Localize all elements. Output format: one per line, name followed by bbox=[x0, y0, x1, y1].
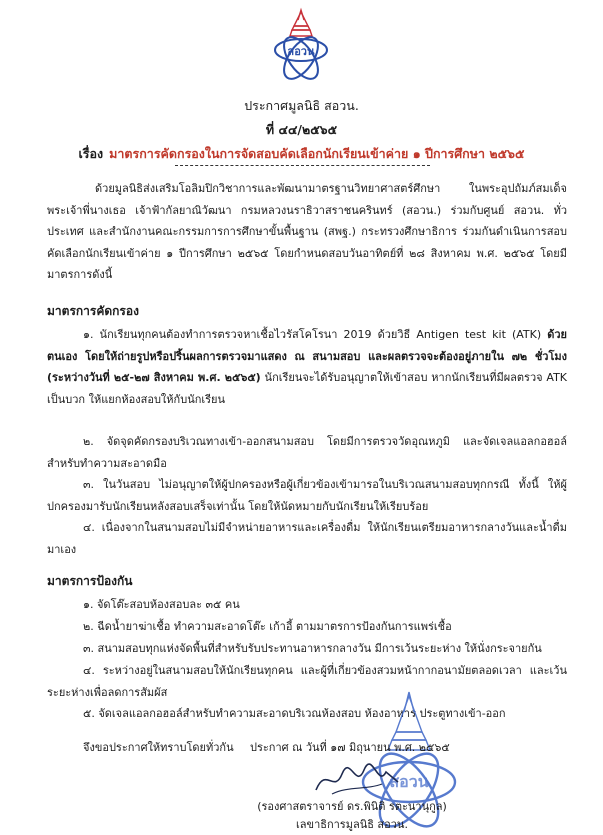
sorwon-logo bbox=[270, 6, 332, 86]
signatory-name: (รองศาสตราจารย์ ดร.พินิติ รตะนานุกูล) bbox=[257, 800, 447, 813]
screening-item-1-end: นักเรียนจะได้รับอนุญาตให้เข้าสอบ หากนักเรียนที่มีผลตรวจ ATK เป็นบวก ให้แยกห้องสอบให้กับนักเรียน bbox=[47, 371, 568, 406]
prevention-item-5: ๕. จัดเจลแอลกอฮอล์สำหรับทำความสะอาดบริเวณห้องสอบ ห้องอาหาร ประตูทางเข้า-ออก bbox=[83, 707, 506, 720]
subject-line bbox=[0, 144, 603, 164]
signatory-position: เลขาธิการมูลนิธิ สอวน. bbox=[296, 818, 408, 831]
screening-item-3: ๓. ในวันสอบ ไม่อนุญาตให้ผู้ปกครองหรือผู้เกี่ยวข้องเข้ามารอในบริเวณสนามสอบทุกกรณี ทั้งนี้ ให้ผู้ปกครองมารับนักเรียนหลังสอบเสร็จเท่านั้น โดยให้นัดหมายกับนักเรียนให้เรียบร้อย bbox=[47, 478, 567, 513]
announcement-org-title: ประกาศมูลนิธิ สอวน. bbox=[244, 98, 359, 113]
screening-item-2: ๒. จัดจุดคัดกรองบริเวณทางเข้า-ออกสนามสอบ โดยมีการตรวจวัดอุณหภูมิ และจัดเจลแอลกอฮอล์สำหรับทำความสะอาดมือ bbox=[47, 435, 567, 470]
screening-item-1-start: ๑. นักเรียนทุกคนต้องทำการตรวจหาเชื้อไวรัสโคโรนา 2019 ด้วยวิธี Antigen test kit (ATK) bbox=[83, 328, 548, 341]
screening-item-1 bbox=[47, 324, 567, 410]
announcement-date: ประกาศ ณ วันที่ ๑๗ มิถุนายน พ.ศ. ๒๕๖๕ bbox=[250, 741, 450, 754]
subject-text: มาตรการคัดกรองในการจัดสอบคัดเลือกนักเรียนเข้าค่าย ๑ ปีการศึกษา ๒๕๖๕ bbox=[109, 146, 525, 161]
intro-paragraph: ด้วยมูลนิธิส่งเสริมโอลิมปิกวิชาการและพัฒนามาตรฐานวิทยาศาสตร์ศึกษา ในพระอุปถัมภ์สมเด็จพระเจ้าพี่นางเธอ เจ้าฟ้ากัลยาณิวัฒนา กรมหลวงนราธิวาสราชนครินทร์ (สอวน.) ร่วมกับศูนย์ สอวน. ทั่วประเทศ และสำนักงานคณะกรรมการการศึกษาขั้นพื้นฐาน (สพฐ.) กระทรวงศึกษาธิการ ร่วมกันดำเนินการสอบคัดเลือกนักเรียนเข้าค่าย ๑ ปีการศึกษา ๒๕๖๕ โดยกำหนดสอบวันอาทิตย์ที่ ๒๘ สิงหาคม พ.ศ. ๒๕๖๕ โดยมีมาตรการดังนี้ bbox=[47, 182, 567, 281]
seal-text: สอวน bbox=[389, 772, 429, 791]
prevention-item-4: ๔. ระหว่างอยู่ในสนามสอบให้นักเรียนทุกคน และผู้ที่เกี่ยวข้องสวมหน้ากากอนามัยตลอดเวลา และเว้นระยะห่างเพื่อลดการสัมผัส bbox=[47, 664, 567, 699]
prevention-heading: มาตรการป้องกัน bbox=[47, 574, 133, 588]
prevention-item-1: ๑. จัดโต๊ะสอบห้องสอบละ ๓๕ คน bbox=[83, 598, 240, 611]
prevention-item-3: ๓. สนามสอบทุกแห่งจัดพื้นที่สำหรับรับประทานอาหารกลางวัน มีการเว้นระยะห่าง ให้นั่งกระจายกัน bbox=[83, 642, 542, 655]
announcement-number: ที่ ๔๔/๒๕๖๕ bbox=[265, 122, 338, 137]
logo-text: สอวน bbox=[287, 45, 315, 58]
divider-line bbox=[175, 165, 430, 166]
closing-statement: จึงขอประกาศให้ทราบโดยทั่วกัน bbox=[83, 741, 234, 754]
screening-item-4: ๔. เนื่องจากในสนามสอบไม่มีจำหน่ายอาหารและเครื่องดื่ม ให้นักเรียนเตรียมอาหารกลางวันและน้ำดื่มมาเอง bbox=[47, 521, 567, 556]
handwritten-signature bbox=[312, 760, 402, 800]
screening-heading: มาตรการคัดกรอง bbox=[47, 304, 139, 318]
subject-label: เรื่อง bbox=[78, 146, 104, 161]
prevention-item-2: ๒. ฉีดน้ำยาฆ่าเชื้อ ทำความสะอาดโต๊ะ เก้าอี้ ตามมาตรการป้องกันการแพร่เชื้อ bbox=[83, 620, 452, 633]
screening-item-1-bold: ด้วยตนเอง โดยให้ถ่ายรูปหรือปริ้นผลการตรวจมาแสดง ณ สนามสอบ และผลตรวจจะต้องอยู่ภายใน ๗๒ ชั่วโมง (ระหว่างวันที่ ๒๕-๒๗ สิงหาคม พ.ศ. ๒๕๖๕) bbox=[47, 328, 567, 384]
